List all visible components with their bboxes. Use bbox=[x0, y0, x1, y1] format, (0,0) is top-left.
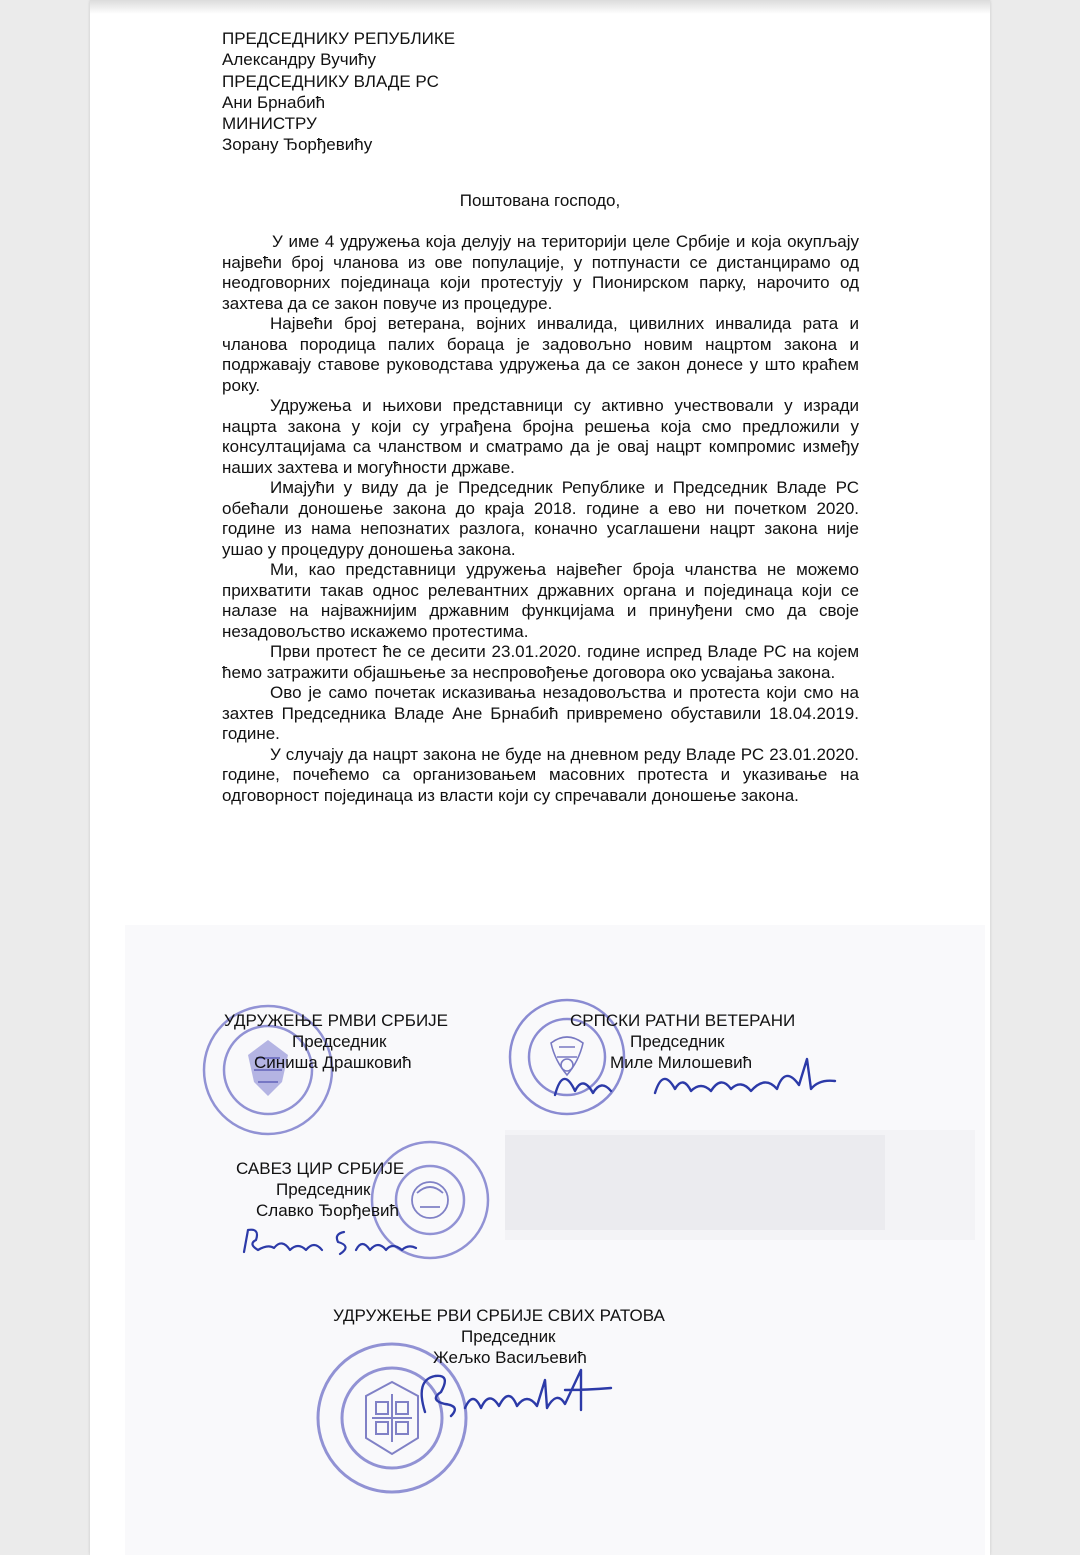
handwritten-signature bbox=[405, 1360, 615, 1430]
addressee-line: Ани Брнабић bbox=[222, 92, 326, 112]
paragraph: Први протест ће се десити 23.01.2020. године испред Владе РС на којем ћемо затражити објашњење за неспровођење договора око усвајања закона. bbox=[222, 642, 859, 682]
signatory-name: Синиша Драшковић bbox=[254, 1053, 412, 1072]
letter-body bbox=[222, 232, 859, 806]
addressee-block bbox=[222, 28, 455, 156]
signatory-name: Славко Ђорђевић bbox=[256, 1201, 399, 1220]
addressee-line: МИНИСТРУ bbox=[222, 114, 317, 134]
page-top-shadow bbox=[90, 0, 990, 14]
addressee-line: Александру Вучићу bbox=[222, 50, 377, 70]
faint-stamp-area bbox=[505, 1135, 885, 1230]
paragraph: Удружења и њихови представници су активно учествовали у изради нацрта закона у који су уграђена бројна решења која смо предложили у консултацијама са чланством и сматрамо да је овај нацрт компромис између наших захтева и могућности државе. bbox=[222, 396, 859, 477]
paragraph: Ово је само почетак исказивања незадовољства и протеста који смо на захтев Председника Владе Ане Брнабић привремено обуставили 18.04.2019. године. bbox=[222, 683, 859, 743]
addressee-line: ПРЕДСЕДНИКУ РЕПУБЛИКЕ bbox=[222, 29, 456, 48]
signatory-role: Председник bbox=[292, 1032, 387, 1051]
signatory-org: УДРУЖЕЊЕ РМВИ СРБИЈЕ bbox=[224, 1011, 449, 1030]
signatory-block bbox=[224, 1010, 448, 1073]
signatory-role: Председник bbox=[461, 1327, 556, 1346]
addressee-line: ПРЕДСЕДНИКУ ВЛАДЕ РС bbox=[222, 71, 439, 91]
paragraph: У случају да нацрт закона не буде на дневном реду Владе РС 23.01.2020. године, почећемо са организовањем масовних протеста и указивање на одговорност појединаца из власти који су спречавали доношење закона. bbox=[222, 744, 859, 805]
addressee-line: Зорану Ђорђевићу bbox=[222, 135, 373, 155]
signatory-block bbox=[333, 1305, 665, 1368]
paragraph: Највећи број ветерана, војних инвалида, цивилних инвалида рата и чланова породица палих бораца је задовољно новим нацртом закона и подржавају ставове руководстава удружења да се закон донесе у што краћем року. bbox=[222, 314, 859, 395]
handwritten-signature bbox=[240, 1222, 420, 1262]
handwritten-signature bbox=[545, 1045, 845, 1115]
signatory-org: САВЕЗ ЦИР СРБИЈЕ bbox=[236, 1159, 405, 1178]
paragraph: У име 4 удружења која делују на територији целе Србије и која окупљају највећи број чланова из ове популације, у потпунасти се дистанцирамо од неодговорних појединаца који протестују у Пионирском парку, нарочито од захтева да се закон повуче из процедуре. bbox=[222, 232, 859, 313]
signatory-role: Председник bbox=[630, 1032, 725, 1051]
signatory-name: Миле Милошевић bbox=[610, 1053, 753, 1072]
paragraph: Имајући у виду да је Председник Републике и Председник Владе РС обећали доношење закона до краја 2018. године а ево ни почетком 2020. године из нама непознатих разлога, коначно усаглашени нацрт закона није ушао у процедуру доношења закона. bbox=[222, 478, 859, 559]
signatory-role: Председник bbox=[276, 1180, 371, 1199]
signatory-block bbox=[236, 1158, 404, 1221]
signatory-org: СРПСКИ РАТНИ ВЕТЕРАНИ bbox=[570, 1011, 796, 1030]
signatory-org: УДРУЖЕЊЕ РВИ СРБИЈЕ СВИХ РАТОВА bbox=[333, 1306, 665, 1325]
paragraph: Ми, као представници удружења највећег броја чланства не можемо прихватити такав однос релевантних државних органа и појединаца који се налазе на најважнијим државним функцијама и принуђени смо да своје незадовољство искажемо протестима. bbox=[222, 560, 859, 641]
salutation: Поштована господо, bbox=[459, 191, 621, 210]
signatory-name: Жељко Васиљевић bbox=[433, 1348, 587, 1367]
